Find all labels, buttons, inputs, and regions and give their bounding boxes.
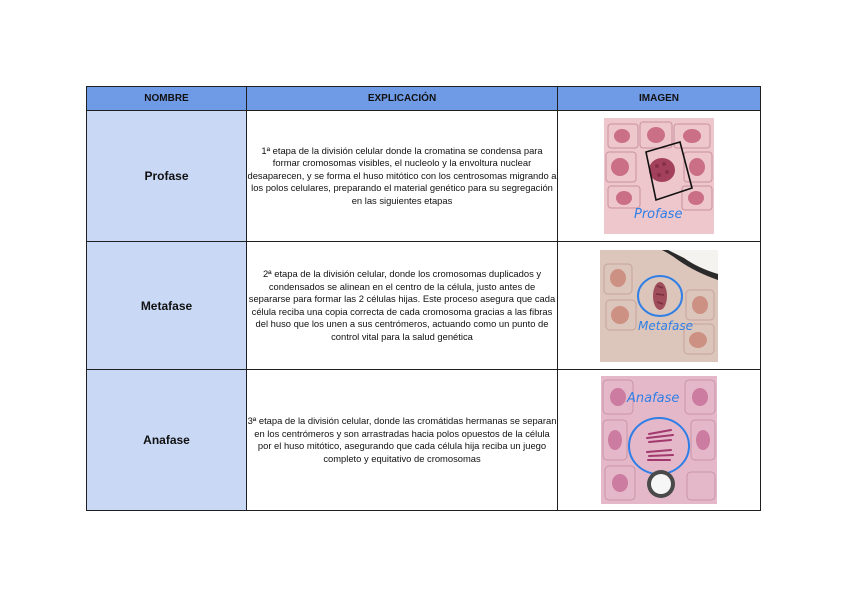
table-row [87, 111, 761, 242]
header-explanation: EXPLICACIÓN [247, 87, 558, 111]
phase-name: Profase [87, 111, 247, 242]
phase-name: Anafase [87, 370, 247, 511]
prophase-annotation: Profase [634, 207, 683, 222]
metaphase-annotation: Metafase [638, 318, 694, 333]
mitosis-phases-table [86, 86, 761, 511]
phase-explanation: 2ª etapa de la división celular, donde los cromosomas duplicados y condensados se alinean en el centro de la célula, justo antes de separarse para formar las 2 células hijas. Este proceso asegura que cada célula reciba una copia correcta de cada cromosoma gracias a las fibras del huso que los unen a sus centrómeros, actuando como un punto de control vital para la salud genética [247, 242, 558, 370]
header-image: IMAGEN [558, 87, 761, 111]
table-header-row [87, 87, 761, 111]
metaphase-micrograph [600, 250, 718, 362]
anaphase-micrograph [601, 376, 717, 504]
phase-explanation: 1ª etapa de la división celular donde la cromatina se condensa para formar cromosomas visibles, el nucleolo y la envoltura nuclear desaparecen, y se forma el huso mitótico con los centrosomas migrando a los polos celulares, preparando el material genético para su segregación en las siguientes etapas [247, 111, 558, 242]
header-name: NOMBRE [87, 87, 247, 111]
prophase-micrograph [604, 118, 714, 234]
table-row [87, 370, 761, 511]
table-row [87, 242, 761, 370]
anaphase-annotation: Anafase [627, 391, 680, 406]
phase-explanation: 3ª etapa de la división celular, donde las cromátidas hermanas se separan en los centrómeros y son arrastradas hacia polos opuestos de la célula por el huso mitótico, asegurando que cada célula hija reciba un juego completo y equitativo de cromosomas [247, 370, 558, 511]
phase-name: Metafase [87, 242, 247, 370]
